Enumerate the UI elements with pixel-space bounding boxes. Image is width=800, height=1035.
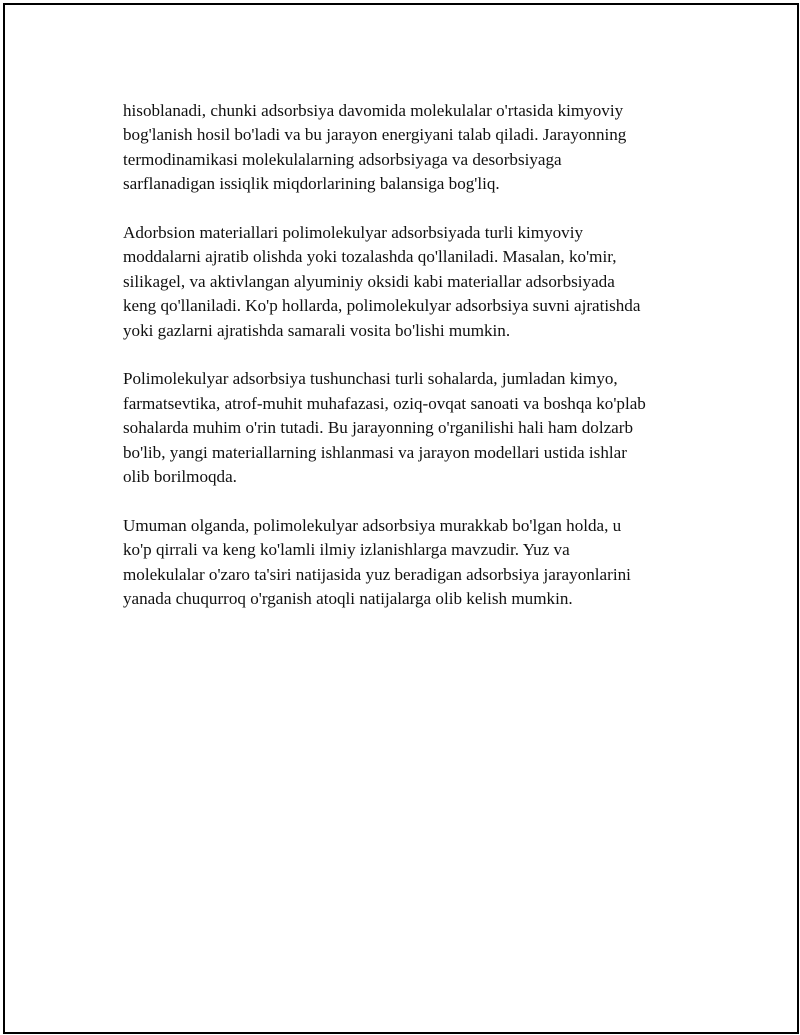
text-line: molekulalar o'zaro ta'siri natijasida yuz beradigan adsorbsiya jarayonlarini [123, 564, 631, 584]
paragraph-3 [123, 367, 703, 489]
text-line: bog'lanish hosil bo'ladi va bu jarayon energiyani talab qiladi. Jarayonning [123, 125, 627, 145]
text-line: keng qo'llaniladi. Ko'p hollarda, polimolekulyar adsorbsiya suvni ajratishda [123, 296, 641, 316]
paragraph-1 [123, 99, 703, 197]
text-line: ko'p qirrali va keng ko'lamli ilmiy izlanishlarga mavzudir. Yuz va [123, 540, 570, 560]
text-line: Adorbsion materiallari polimolekulyar adsorbsiyada turli kimyoviy [123, 223, 584, 243]
text-line: Polimolekulyar adsorbsiya tushunchasi turli sohalarda, jumladan kimyo, [123, 369, 618, 389]
text-line: yoki gazlarni ajratishda samarali vosita bo'lishi mumkin. [123, 320, 511, 340]
document-body [123, 99, 703, 636]
page-frame [3, 3, 799, 1034]
paragraph-4 [123, 514, 703, 612]
text-line: hisoblanadi, chunki adsorbsiya davomida molekulalar o'rtasida kimyoviy [123, 101, 624, 120]
paragraph-2 [123, 221, 703, 343]
text-line: bo'lib, yangi materiallarning ishlanmasi va jarayon modellari ustida ishlar [123, 442, 627, 462]
text-line: Umuman olganda, polimolekulyar adsorbsiya murakkab bo'lgan holda, u [123, 515, 622, 535]
text-line: sohalarda muhim o'rin tutadi. Bu jarayonning o'rganilishi hali ham dolzarb [123, 418, 634, 438]
text-line: yanada chuqurroq o'rganish atoqli natijalarga olib kelish mumkin. [123, 589, 573, 609]
text-line: moddalarni ajratib olishda yoki tozalashda qo'llaniladi. Masalan, ko'mir, [123, 247, 617, 267]
text-line: termodinamikasi molekulalarning adsorbsiyaga va desorbsiyaga [123, 149, 562, 169]
text-line: olib borilmoqda. [123, 467, 237, 487]
text-line: silikagel, va aktivlangan alyuminiy oksidi kabi materiallar adsorbsiyada [123, 271, 615, 291]
text-line: farmatsevtika, atrof-muhit muhafazasi, oziq-ovqat sanoati va boshqa ko'plab [123, 393, 646, 413]
text-line: sarflanadigan issiqlik miqdorlarining balansiga bog'liq. [123, 174, 500, 194]
